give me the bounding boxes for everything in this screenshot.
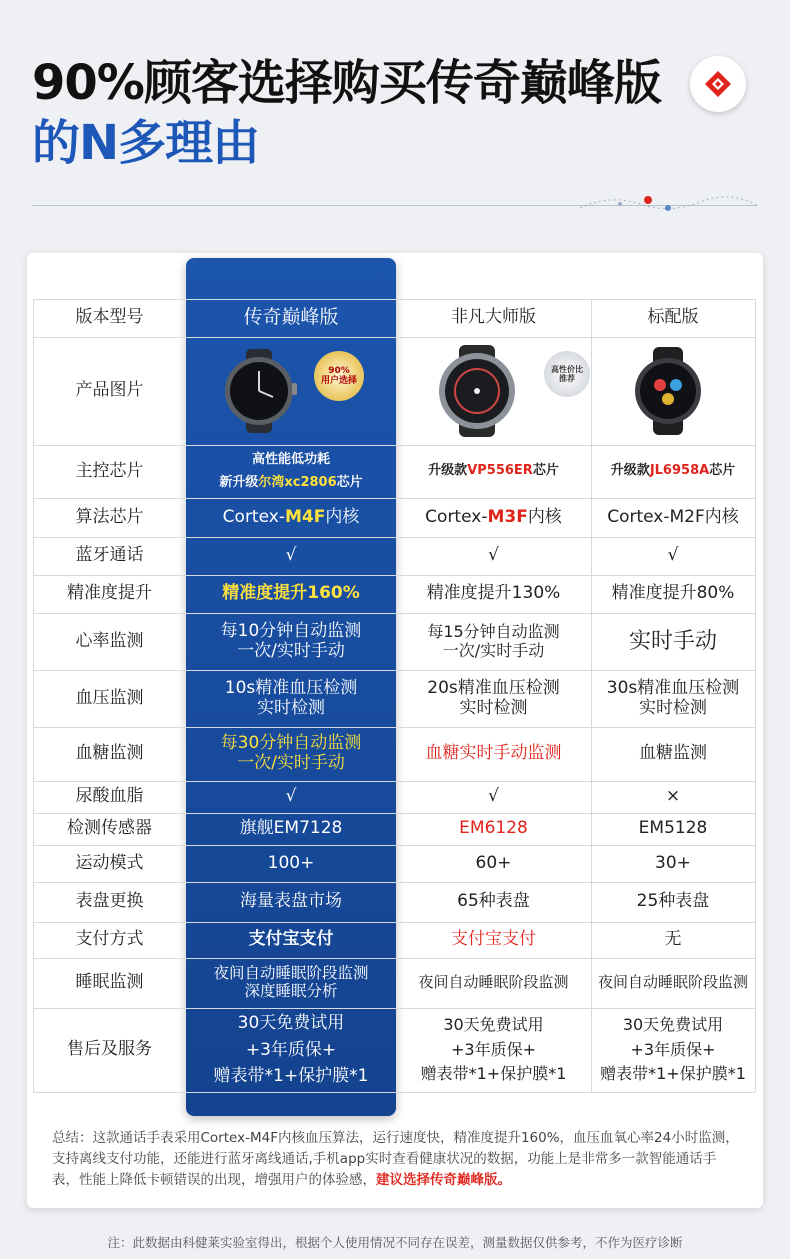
cell-master: 血糖实时手动监测 <box>425 743 562 764</box>
cell-legend: 每10分钟自动监测 一次/实时手动 <box>220 620 362 661</box>
footnote: 注：此数据由科健莱实验室得出，根据个人使用情况不同存在误差，测量数据仅供参考，不作为医疗诊断 <box>107 1235 683 1250</box>
algo-legend: Cortex- M4F 内核 <box>222 506 360 527</box>
cell-legend: 每30分钟自动监测 一次/实时手动 <box>220 733 362 773</box>
row-label: 睡眠监测 <box>75 972 144 993</box>
row-label: 算法芯片 <box>75 506 144 527</box>
cell-master: √ <box>488 545 499 566</box>
cell-standard: √ <box>667 545 679 566</box>
cell-legend: 30天免费试用 +3年质保+ 赠表带*1+保护膜*1 <box>213 1013 369 1087</box>
product-image-legend <box>186 337 396 445</box>
row-label: 心率监测 <box>75 630 144 651</box>
summary-highlight: 建议选择传奇巅峰版。 <box>376 1172 511 1188</box>
table-row-sport-modes <box>33 845 755 882</box>
table-row-blood-sugar <box>33 727 755 781</box>
row-label: 产品图片 <box>75 380 144 401</box>
cell-standard: 无 <box>664 929 682 950</box>
cell-master: 60+ <box>475 852 512 873</box>
cell-standard: 血糖监测 <box>639 743 707 764</box>
cell-standard: 30s精准血压检测 实时检测 <box>606 677 740 718</box>
header-standard-edition: 标配版 <box>647 307 699 328</box>
row-label: 检测传感器 <box>67 818 152 839</box>
cell-standard: EM5128 <box>638 818 708 839</box>
cell-legend: 100+ <box>267 852 315 873</box>
row-label: 蓝牙通话 <box>75 545 144 566</box>
row-label: 尿酸血脂 <box>75 786 144 807</box>
cell-standard: 实时手动 <box>628 628 717 654</box>
table-row-main-chip <box>33 445 755 498</box>
table-row-heart-rate <box>33 613 755 670</box>
table-row-algo-chip <box>33 498 755 537</box>
cell-master: 夜间自动睡眠阶段监测 <box>418 973 569 992</box>
cell-legend: √ <box>285 786 297 807</box>
summary-text: 总结：这款通话手表采用Cortex-M4F内核血压算法，运行速度快，精准度提升160%，血压血氧心率24小时监测，支持离线支付功能，还能进行蓝牙离线通话,手机app实时查看健康状况的数据，功能上是非常多一款智能通话手表，性能上降低卡顿错误的出现，增强用户的体验感， <box>52 1130 739 1188</box>
table-row-sensor <box>33 813 755 845</box>
table-row-blood-pressure <box>33 670 755 727</box>
chip-master: 升级款 VP556ER 芯片 <box>428 463 559 479</box>
table-row-payment <box>33 922 755 958</box>
table-row-accuracy <box>33 575 755 613</box>
page-title-line2: 的N多理由 <box>32 115 260 171</box>
header-legend-edition: 传奇巅峰版 <box>243 306 339 329</box>
watch-image-standard <box>593 341 753 441</box>
cell-legend: √ <box>285 545 297 566</box>
row-label: 表盘更换 <box>75 891 144 912</box>
badge-value-pick: 高性价比 推荐 <box>544 351 590 397</box>
cell-legend: 海量表盘市场 <box>240 891 342 912</box>
cell-standard: 25种表盘 <box>636 891 710 912</box>
cell-standard: 夜间自动睡眠阶段监测 <box>597 973 748 992</box>
table-row-sleep <box>33 958 755 1008</box>
cell-master: 精准度提升130% <box>426 583 561 604</box>
cell-master: 30天免费试用 +3年质保+ 赠表带*1+保护膜*1 <box>420 1014 567 1084</box>
cell-legend: 10s精准血压检测 实时检测 <box>224 677 358 718</box>
algo-master: Cortex- M3F 内核 <box>425 506 562 527</box>
row-label: 精准度提升 <box>67 583 152 604</box>
cell-master: 20s精准血压检测 实时检测 <box>427 677 560 718</box>
row-label: 运动模式 <box>75 852 144 873</box>
cell-standard: × <box>665 786 681 807</box>
algo-standard: Cortex-M2F内核 <box>607 506 739 527</box>
cell-standard: 精准度提升80% <box>611 583 735 604</box>
row-label: 主控芯片 <box>75 460 144 481</box>
cell-legend: 旗舰EM7128 <box>239 818 343 839</box>
page-title-line1: 90%顾客选择购买传奇巅峰版 <box>32 55 661 111</box>
cell-master: 每15分钟自动监测 一次/实时手动 <box>427 622 560 660</box>
table-row-images <box>33 337 755 445</box>
decorative-wave <box>580 190 760 220</box>
product-image-master <box>396 337 591 445</box>
table-row-bluetooth <box>33 537 755 575</box>
row-label: 血压监测 <box>75 687 144 708</box>
chip-legend <box>186 445 396 498</box>
table-header-row <box>33 299 755 337</box>
badge-user-choice: 90% 用户选择 <box>314 351 364 401</box>
heart-logo-icon <box>700 66 736 102</box>
cell-legend: 支付宝支付 <box>248 929 334 950</box>
chip-legend-line1: 高性能低功耗 <box>251 451 330 467</box>
cell-master: 65种表盘 <box>457 891 530 912</box>
watch-image-legend <box>191 341 391 441</box>
cell-standard: 30+ <box>655 852 691 873</box>
header-version: 版本型号 <box>75 307 144 328</box>
row-label: 售后及服务 <box>67 1039 152 1060</box>
table-row-after-sales <box>33 1008 755 1092</box>
header-master-edition: 非凡大师版 <box>451 307 536 328</box>
product-image-standard <box>591 337 755 445</box>
row-label: 支付方式 <box>75 929 144 950</box>
cell-master: EM6128 <box>459 818 528 839</box>
cell-master: 支付宝支付 <box>451 929 536 950</box>
table-row-uric-acid <box>33 781 755 813</box>
cell-standard: 30天免费试用 +3年质保+ 赠表带*1+保护膜*1 <box>600 1014 746 1084</box>
chip-legend-line2: 新升级尔湾xc2806芯片 <box>219 474 363 490</box>
brand-logo <box>690 56 746 112</box>
cell-legend: 精准度提升160% <box>222 583 360 604</box>
cell-master: √ <box>488 786 499 807</box>
chip-standard: 升级款 JL6958A 芯片 <box>610 463 736 479</box>
row-label: 血糖监测 <box>75 743 144 764</box>
table-row-watch-faces <box>33 882 755 922</box>
summary-note <box>52 1128 742 1191</box>
cell-legend: 夜间自动睡眠阶段监测 深度睡眠分析 <box>213 964 369 1000</box>
